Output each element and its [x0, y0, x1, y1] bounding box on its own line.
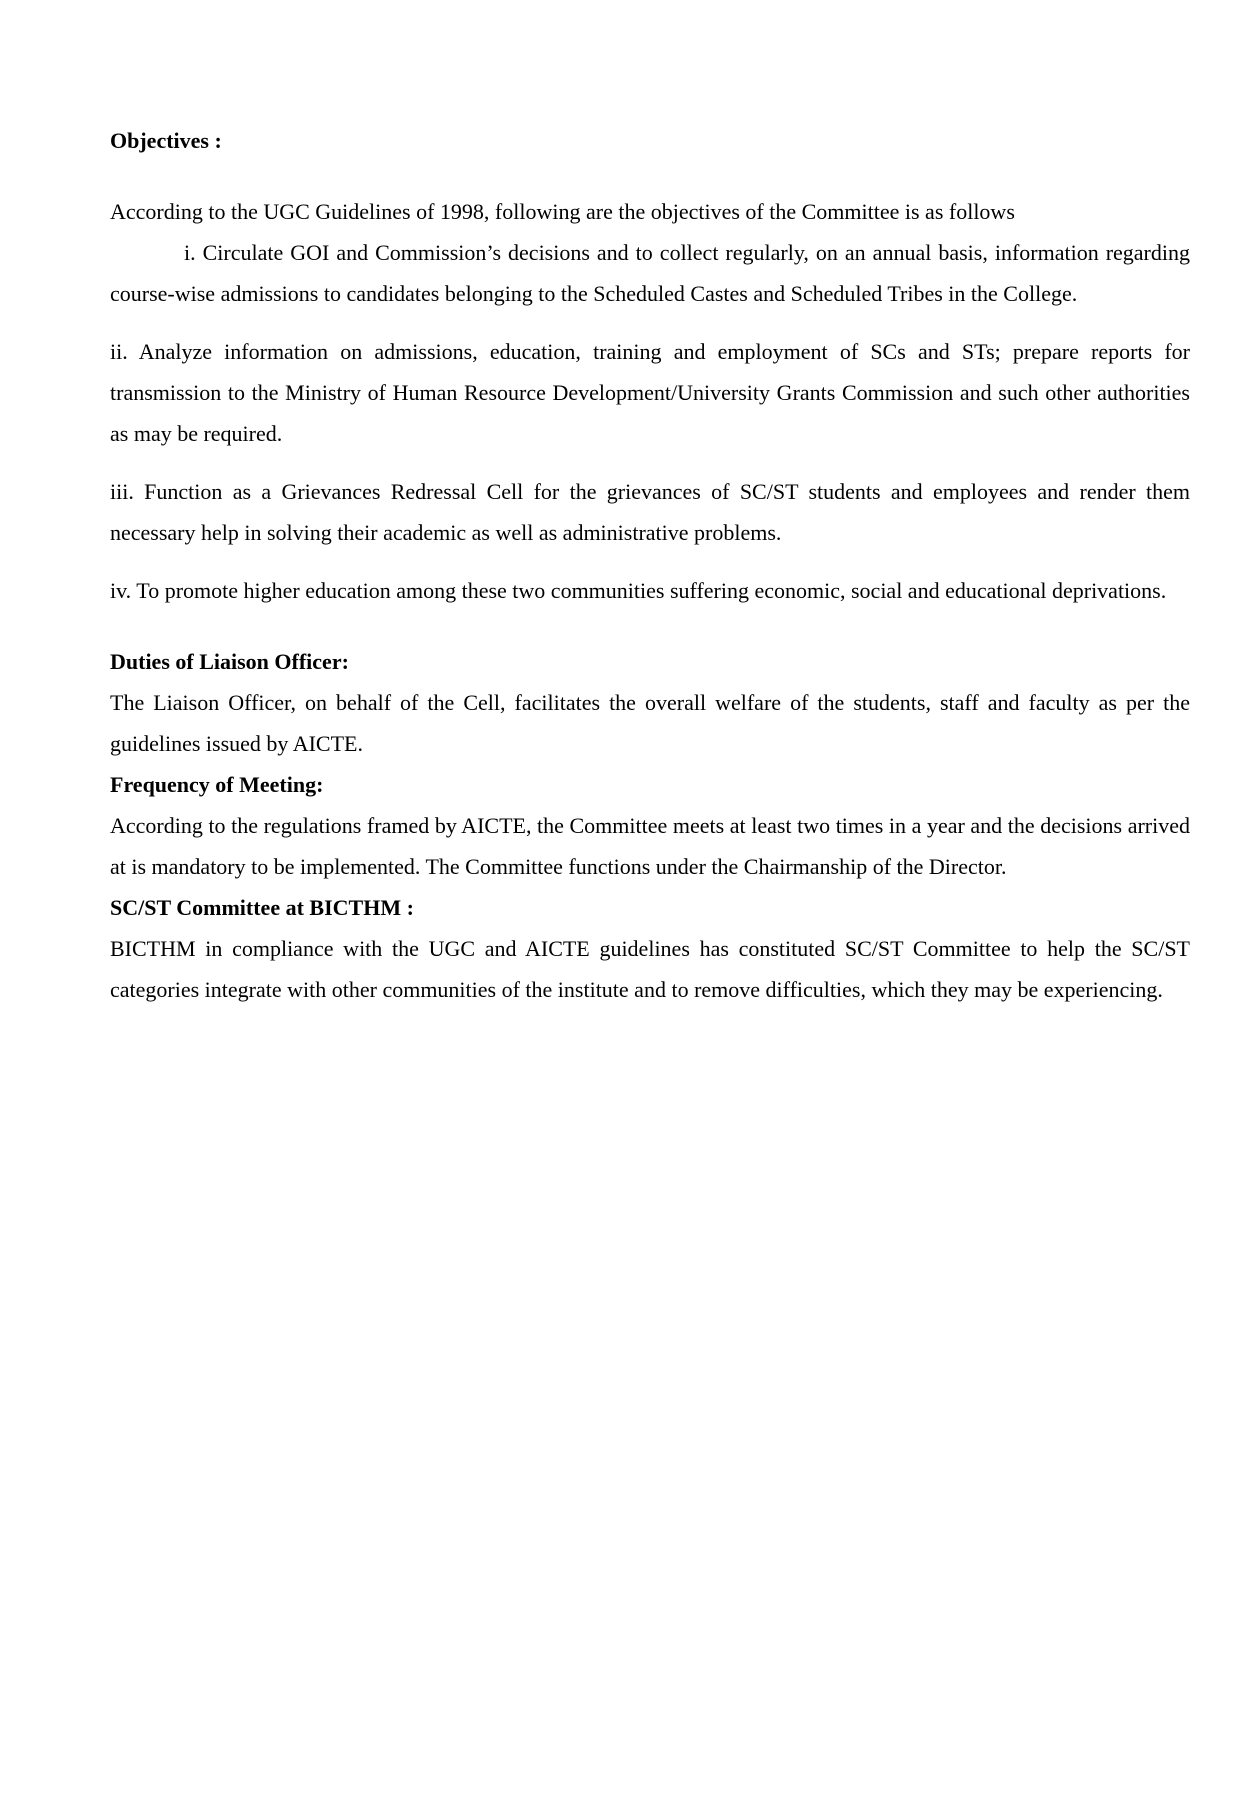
meeting-text: According to the regulations framed by AICTE, the Committee meets at least two times in a year and the decisions arrived at is mandatory to be implemented. The Committee functions under the Chairmanship of the Director.: [110, 813, 1190, 879]
spacer: [110, 611, 1190, 641]
liaison-text: The Liaison Officer, on behalf of the Cell, facilitates the overall welfare of the students, staff and faculty as per the guidelines issued by AICTE.: [110, 690, 1190, 756]
spacer: [110, 314, 1190, 331]
spacer: [110, 553, 1190, 570]
committee-heading: SC/ST Committee at BICTHM :: [110, 895, 414, 920]
objective-item-1: i. Circulate GOI and Commission’s decisions and to collect regularly, on an annual basis, information regarding course-wise admissions to candidates belonging to the Scheduled Castes and Scheduled Tribes in the College.: [110, 240, 1190, 306]
meeting-heading: Frequency of Meeting:: [110, 772, 324, 797]
spacer: [110, 454, 1190, 471]
liaison-heading: Duties of Liaison Officer:: [110, 649, 349, 674]
objectives-intro: According to the UGC Guidelines of 1998, following are the objectives of the Committee is as follows: [110, 199, 1015, 224]
objective-item-2: ii. Analyze information on admissions, education, training and employment of SCs and STs; prepare reports for transmission to the Ministry of Human Resource Development/University Grants Commission and such other authorities as may be required.: [110, 339, 1190, 446]
committee-text: BICTHM in compliance with the UGC and AICTE guidelines has constituted SC/ST Committee to help the SC/ST categories integrate with other communities of the institute and to remove difficulties, which they may be experiencing.: [110, 936, 1190, 1002]
objective-item-3: iii. Function as a Grievances Redressal Cell for the grievances of SC/ST students and employees and render them necessary help in solving their academic as well as administrative problems.: [110, 479, 1190, 545]
spacer: [110, 161, 1190, 191]
document-page: [110, 120, 1190, 1010]
objective-item-4: iv. To promote higher education among these two communities suffering economic, social and educational deprivations.: [110, 578, 1167, 603]
objectives-heading: Objectives :: [110, 128, 222, 153]
